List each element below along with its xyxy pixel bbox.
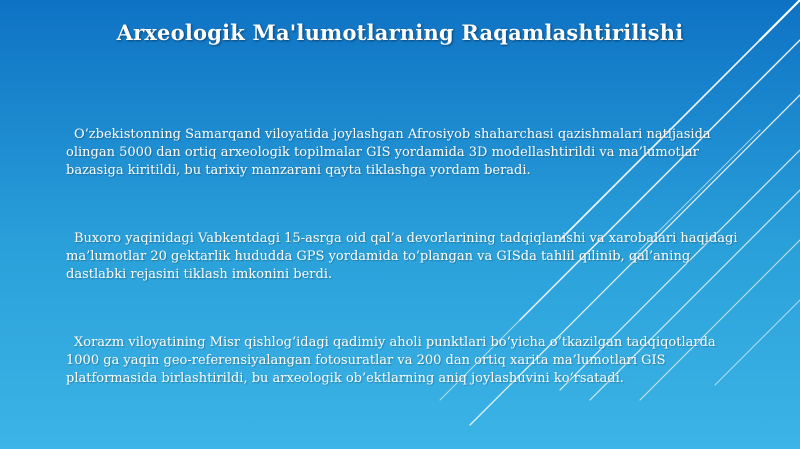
- paragraph-xorazm: Xorazm viloyatining Misr qishlog‘idagi qadimiy aholi punktlari bo‘yicha o‘tkazilgan tadqiqotlarda 1000 ga yaqin geo-referensiyalangan fotosuratlar va 200 dan ortiq xarita ma’lumotlari GIS platformasida birlashtirildi, bu arxeologik ob’ektlarning aniq joylashuvini ko‘rsatadi.: [66, 335, 716, 386]
- slide-title: Arxeologik Ma'lumotlarning Raqamlashtirilishi: [116, 20, 684, 45]
- paragraph-vabkent: Buxoro yaqinidagi Vabkentdagi 15-asrga oid qal’a devorlarining tadqiqlanishi va xarobalari haqidagi ma’lumotlar 20 gektarlik hududda GPS yordamida to‘plangan va GISda tahlil qilinib, qal’aning dastlabki rejasini tiklash imkonini berdi.: [66, 231, 738, 282]
- paragraph-afrosiyob: O‘zbekistonning Samarqand viloyatida joylashgan Afrosiyob shaharchasi qazishmalari natijasida olingan 5000 dan ortiq arxeologik topilmalar GIS yordamida 3D modellashtirildi va ma’lumotlar bazasiga kiritildi, bu tarixiy manzarani qayta tiklashga yordam beradi.: [66, 127, 711, 178]
